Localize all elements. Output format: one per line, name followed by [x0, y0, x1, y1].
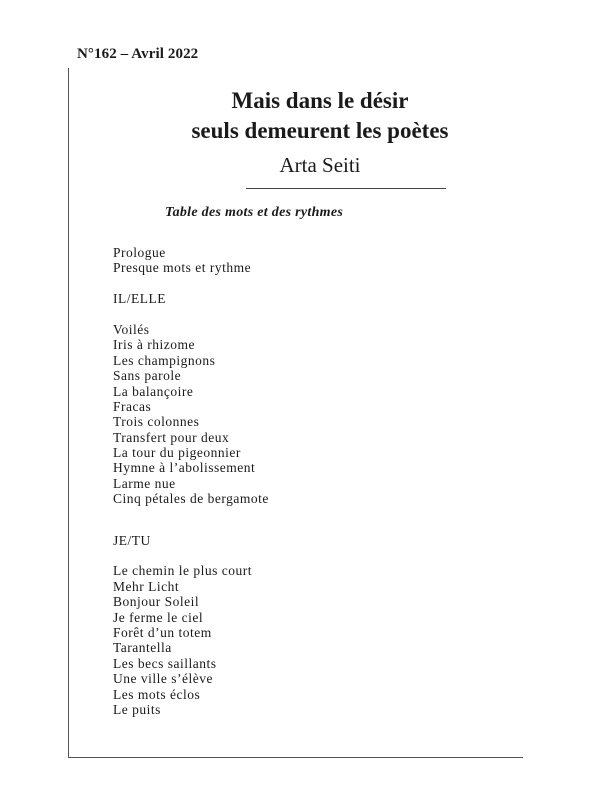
toc-entry: Tarantella — [113, 640, 172, 656]
toc-entry: Trois colonnes — [113, 414, 200, 430]
toc-entry: Fracas — [113, 398, 152, 414]
toc-entry: Cinq pétales de bergamote — [113, 491, 269, 507]
frame-left-border — [68, 68, 69, 758]
title-divider — [246, 188, 446, 189]
toc-entry: La balançoire — [113, 383, 194, 399]
toc-entry: Les champignons — [113, 352, 216, 368]
author-name: Arta Seiti — [279, 153, 361, 177]
toc-entry: Le chemin le plus court — [113, 563, 252, 579]
toc-entry: Forêt d’un totem — [113, 624, 212, 640]
toc-entry: Les becs saillants — [113, 655, 217, 671]
toc-entry: Transfert pour deux — [113, 429, 230, 445]
toc-entry: Iris à rhizome — [113, 337, 195, 353]
toc-entry: Voilés — [113, 321, 150, 337]
frame-bottom-border — [68, 757, 523, 758]
toc-entry: Une ville s’élève — [113, 671, 213, 687]
toc-entry: Le puits — [113, 701, 161, 717]
toc-entry: Larme nue — [113, 475, 176, 491]
toc-entry: Hymne à l’abolissement — [113, 460, 256, 476]
toc-entry: Mehr Licht — [113, 578, 180, 594]
table-of-contents — [113, 245, 269, 717]
toc-section-il-elle: IL/ELLE — [113, 291, 166, 307]
poem-title-line-2: seuls demeurent les poètes — [191, 118, 449, 143]
toc-entry-prologue: Prologue — [113, 245, 166, 260]
toc-entry: Je ferme le ciel — [113, 609, 204, 625]
toc-entry: Bonjour Soleil — [113, 594, 200, 610]
toc-entry-presque-mots: Presque mots et rythme — [113, 260, 252, 276]
toc-entry: La tour du pigeonnier — [113, 445, 241, 461]
toc-entry: Sans parole — [113, 368, 182, 384]
poem-title-line-1: Mais dans le désir — [231, 88, 409, 113]
toc-section-je-tu: JE/TU — [113, 532, 151, 548]
issue-number: N°162 – Avril 2022 — [77, 46, 199, 62]
toc-entry: Les mots éclos — [113, 686, 201, 702]
toc-heading: Table des mots et des rythmes — [165, 205, 344, 220]
